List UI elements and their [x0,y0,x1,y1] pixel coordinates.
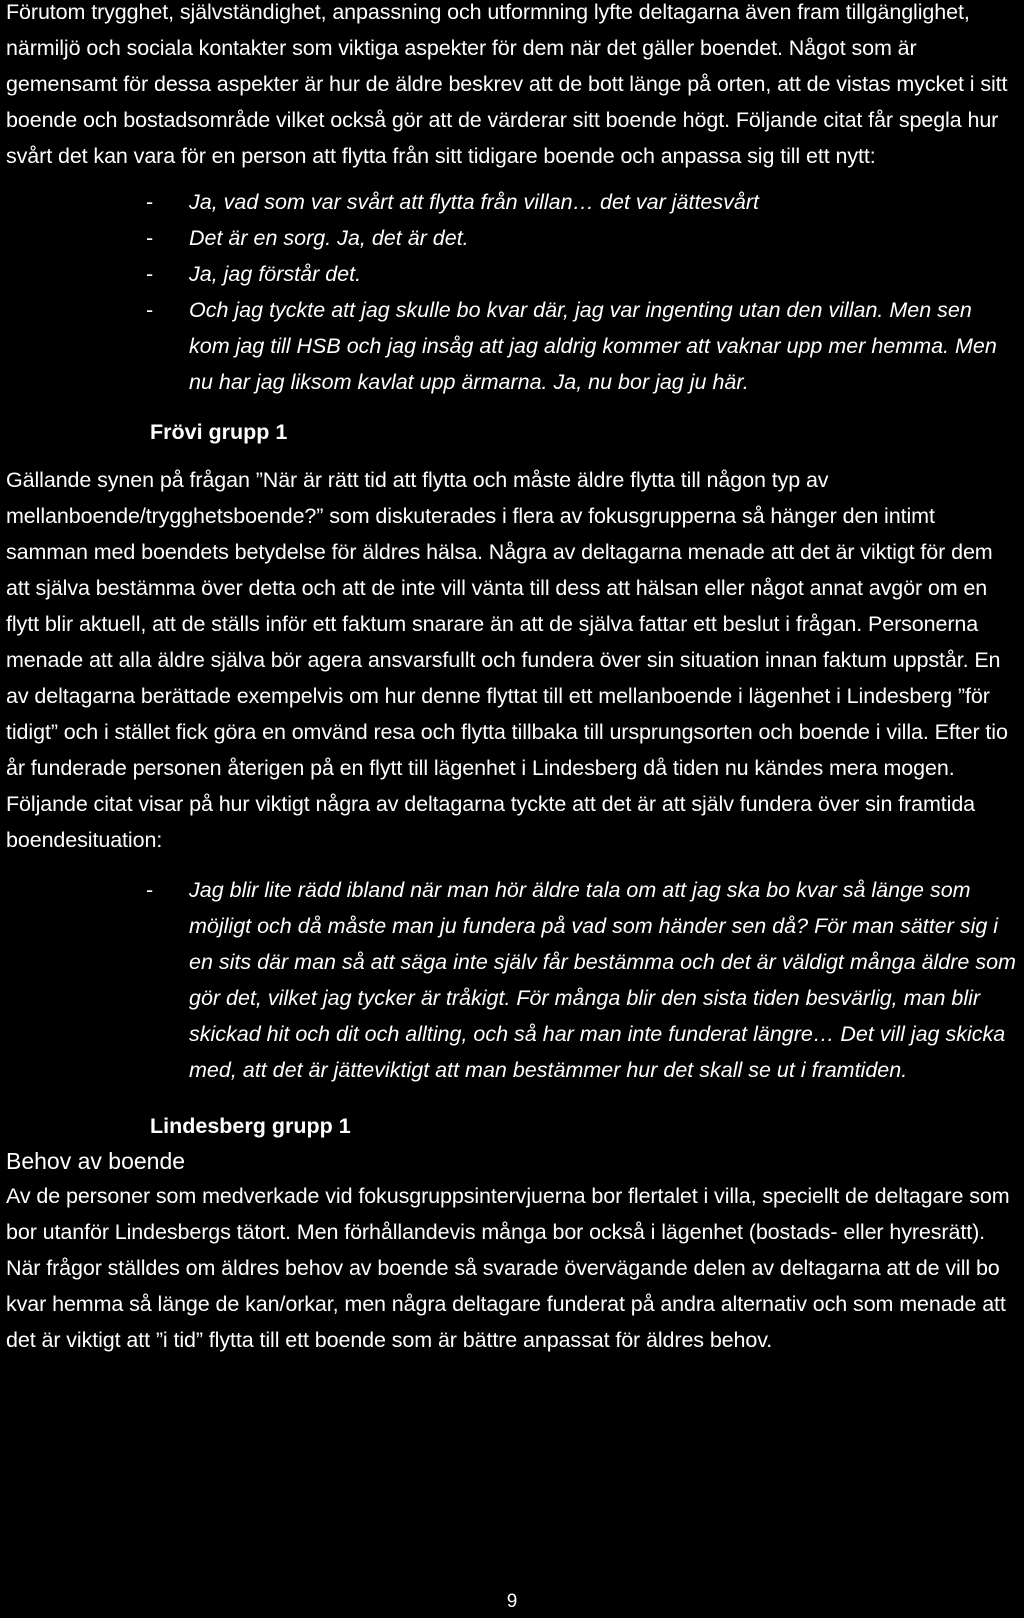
paragraph-moving-timing: Gällande synen på frågan ”När är rätt tid att flytta och måste äldre flytta till någon typ av mellanboende/trygghetsboende?” som diskuterades i flera av fokusgrupperna så hänger den intimt samman med boendets betydelse för äldres hälsa. Några av deltagarna menade att det är viktigt för dem att själva bestämma över detta och att de inte vill vänta till dess att hälsan eller något annat avgör om en flytt blir aktuell, att de ställs inför ett faktum snarare än att de själva fattar ett beslut i frågan. Personerna menade att alla äldre själva bör agera ansvarsfullt och fundera över sin situation innan faktum uppstår. En av deltagarna berättade exempelvis om hur denne flyttat till ett mellanboende i lägenhet i Lindesberg ”för tidigt” och i stället fick göra en omvänd resa och flytta tillbaka till ursprungsorten och boende i villa. Efter tio år funderade personen återigen på en flytt till lägenhet i Lindesberg då tiden nu kändes mera mogen. Följande citat visar på hur viktigt några av deltagarna tyckte att det är att själv fundera över sin framtida boendesituation: [6,468,1008,852]
dash-bullet: - [146,190,154,214]
quote-item [6,256,1020,292]
quote-text: Det är en sorg. Ja, det är det. [189,226,469,250]
page-number: 9 [506,1591,518,1612]
quote-item [6,872,1020,1088]
section-heading: Behov av boende [6,1148,186,1174]
document-page [6,0,1020,1358]
quote-text: Ja, jag förstår det. [189,262,362,286]
quote-source-lindesberg: Lindesberg grupp 1 [150,1114,351,1138]
quote-text: Ja, vad som var svårt att flytta från villan… det var jättesvårt [189,190,759,214]
quote-item [6,220,1020,256]
dash-bullet: - [146,298,154,322]
dash-bullet: - [146,226,154,250]
quote-list-lindesberg [6,872,1020,1088]
dash-bullet: - [146,878,154,902]
quote-item [6,184,1020,220]
paragraph-intro: Förutom trygghet, självständighet, anpassning och utformning lyfte deltagarna även fram tillgänglighet, närmiljö och sociala kontakter som viktiga aspekter för dem när det gäller boendet. Något som är gemensamt för dessa aspekter är hur de äldre beskrev att de bott länge på orten, att de vistas mycket i sitt boende och bostadsområde vilket också gör att de värderar sitt boende högt. Följande citat får spegla hur svårt det kan vara för en person att flytta från sitt tidigare boende och anpassa sig till ett nytt: [6,0,1008,168]
paragraph-housing-needs: Av de personer som medverkade vid fokusgruppsintervjuerna bor flertalet i villa, speciellt de deltagare som bor utanför Lindesbergs tätort. Men förhållandevis många bor också i lägenhet (bostads- eller hyresrätt). När frågor ställdes om äldres behov av boende så svarade övervägande delen av deltagarna att de vill bo kvar hemma så länge de kan/orkar, men några deltagare funderat på andra alternativ och som menade att det är viktigt att ”i tid” flytta till ett boende som är bättre anpassat för äldres behov. [6,1184,1010,1352]
quote-source-frovi: Frövi grupp 1 [150,420,288,444]
quote-text: Och jag tyckte att jag skulle bo kvar där, jag var ingenting utan den villan. Men sen kom jag till HSB och jag insåg att jag aldrig kommer att vaknar upp mer hemma. Men nu har jag liksom kavlat upp ärmarna. Ja, nu bor jag ju här. [189,298,997,394]
dash-bullet: - [146,262,154,286]
quote-list-frovi [6,184,1020,400]
quote-item [6,292,1020,400]
quote-text: Jag blir lite rädd ibland när man hör äldre tala om att jag ska bo kvar så länge som möjligt och då måste man ju fundera på vad som händer sen då? För man sätter sig i en sits där man så att säga inte själv får bestämma och det är väldigt många äldre som gör det, vilket jag tycker är tråkigt. För många blir den sista tiden besvärlig, man blir skickad hit och dit och allting, och så har man inte funderat längre… Det vill jag skicka med, att det är jätteviktigt att man bestämmer hur det skall se ut i framtiden. [189,878,1016,1082]
